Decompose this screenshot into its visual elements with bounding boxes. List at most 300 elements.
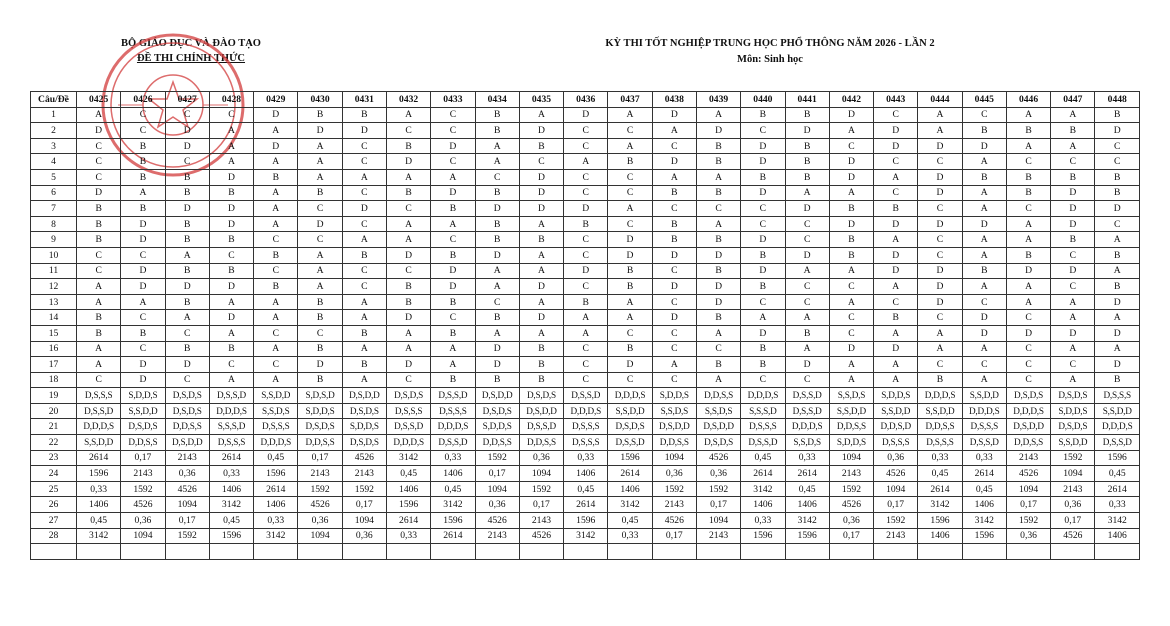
exam-code-header: 0445 [962, 92, 1006, 108]
answer-cell: C [564, 123, 608, 139]
table-row [31, 154, 1140, 170]
answer-cell: D [475, 341, 519, 357]
answer-cell: D [829, 341, 873, 357]
answer-cell: 1406 [608, 481, 652, 497]
answer-cell: C [608, 216, 652, 232]
answer-cell: D,S,S,S [77, 388, 121, 404]
answer-cell: 4526 [696, 450, 740, 466]
answer-cell: C [431, 232, 475, 248]
answer-cell: D [918, 169, 962, 185]
answer-cell: 0,36 [696, 466, 740, 482]
answer-cell: C [431, 123, 475, 139]
answer-cell: B [431, 294, 475, 310]
answer-cell: B [652, 232, 696, 248]
answer-cell: D,D,D,S [918, 388, 962, 404]
answer-cell: 0,36 [652, 466, 696, 482]
answer-cell: C [608, 123, 652, 139]
table-row [31, 185, 1140, 201]
answer-cell: B [298, 185, 342, 201]
answer-cell: D [874, 247, 918, 263]
answer-cell: 0,33 [741, 513, 785, 529]
answer-cell: S,S,D,D [77, 435, 121, 451]
answer-cell: 0,17 [1051, 513, 1095, 529]
table-row [31, 216, 1140, 232]
answer-cell: B [874, 310, 918, 326]
answer-cell: 0,33 [209, 466, 253, 482]
answer-cell: A [77, 357, 121, 373]
answer-cell: B [342, 107, 386, 123]
answer-cell: D,S,D,D [342, 388, 386, 404]
answer-cell: C [652, 372, 696, 388]
table-row [31, 481, 1140, 497]
answer-cell: A [874, 325, 918, 341]
answer-cell: 1596 [608, 450, 652, 466]
answer-cell: C [1006, 310, 1050, 326]
answer-cell: 3142 [1095, 513, 1140, 529]
answer-cell: 4526 [1006, 466, 1050, 482]
table-row [31, 247, 1140, 263]
answer-cell: C [829, 138, 873, 154]
answer-cell: 0,36 [165, 466, 209, 482]
answer-cell: A [962, 154, 1006, 170]
answer-cell: C [121, 341, 165, 357]
answer-cell: B [298, 310, 342, 326]
answer-cell: A [874, 169, 918, 185]
answer-cell: C [342, 279, 386, 295]
answer-cell: D,D,S,S [475, 435, 519, 451]
answer-cell: S,D,D,S [829, 435, 873, 451]
answer-cell: D [829, 169, 873, 185]
answer-cell: D [475, 247, 519, 263]
answer-cell: A [431, 357, 475, 373]
answer-cell: D [165, 201, 209, 217]
question-number: 20 [31, 403, 77, 419]
answer-cell: A [962, 279, 1006, 295]
answer-cell: C [254, 232, 298, 248]
answer-cell: D,D,D,S [785, 419, 829, 435]
empty-row [31, 544, 1140, 560]
table-row [31, 294, 1140, 310]
answer-cell: 3142 [431, 497, 475, 513]
answer-cell: C [1095, 154, 1140, 170]
answer-cell: 4526 [519, 528, 563, 544]
answer-cell: B [386, 185, 430, 201]
answer-cell: B [165, 341, 209, 357]
answer-cell: B [121, 154, 165, 170]
answer-cell: A [564, 310, 608, 326]
answer-cell: 0,17 [475, 466, 519, 482]
answer-cell: A [874, 372, 918, 388]
answer-cell: C [918, 232, 962, 248]
answer-cell: A [165, 247, 209, 263]
answer-cell: 0,36 [298, 513, 342, 529]
answer-cell: 1094 [165, 497, 209, 513]
answer-cell: D [165, 357, 209, 373]
answer-cell: C [431, 154, 475, 170]
answer-cell: C [874, 185, 918, 201]
answer-cell: 1406 [741, 497, 785, 513]
answer-cell: A [1051, 294, 1095, 310]
answer-cell: B [77, 201, 121, 217]
answer-cell: C [1051, 279, 1095, 295]
answer-cell: B [431, 325, 475, 341]
answer-cell: D,S,S,S [564, 419, 608, 435]
empty-cell [918, 544, 962, 560]
answer-cell: S,S,D,D [254, 388, 298, 404]
answer-cell: B [741, 169, 785, 185]
answer-cell: A [696, 372, 740, 388]
answer-cell: A [254, 294, 298, 310]
answer-cell: D [209, 216, 253, 232]
answer-cell: B [1095, 279, 1140, 295]
answer-cell: D [918, 216, 962, 232]
ministry-header [96, 36, 286, 66]
empty-cell [31, 544, 77, 560]
answer-cell: D,S,D,D [165, 435, 209, 451]
answer-cell: C [77, 247, 121, 263]
answer-cell: D [785, 123, 829, 139]
answer-cell: B [741, 247, 785, 263]
answer-cell: C [785, 216, 829, 232]
exam-code-header: 0441 [785, 92, 829, 108]
answer-cell: D,S,S,D [431, 435, 475, 451]
answer-cell: D [77, 185, 121, 201]
answer-cell: D [785, 247, 829, 263]
answer-cell: A [608, 310, 652, 326]
empty-cell [209, 544, 253, 560]
answer-cell: A [298, 138, 342, 154]
answer-cell: D [696, 279, 740, 295]
answer-cell: D [386, 310, 430, 326]
empty-cell [431, 544, 475, 560]
answer-cell: B [785, 169, 829, 185]
question-number: 19 [31, 388, 77, 404]
answer-cell: B [608, 263, 652, 279]
answer-cell: 0,45 [608, 513, 652, 529]
answer-cell: D [519, 201, 563, 217]
answer-cell: C [209, 107, 253, 123]
answer-cell: B [165, 185, 209, 201]
answer-cell: S,D,D,S [1051, 403, 1095, 419]
question-number: 14 [31, 310, 77, 326]
empty-cell [652, 544, 696, 560]
answer-cell: D,D,D,S [1095, 419, 1140, 435]
answer-cell: B [431, 372, 475, 388]
answer-cell: C [652, 341, 696, 357]
answer-cell: 0,17 [165, 513, 209, 529]
answer-cell: B [386, 294, 430, 310]
answer-cell: 1596 [564, 513, 608, 529]
answer-cell: B [254, 247, 298, 263]
answer-cell: C [519, 154, 563, 170]
question-number: 17 [31, 357, 77, 373]
answer-cell: S,D,D,S [121, 388, 165, 404]
answer-cell: A [608, 294, 652, 310]
answer-cell: S,D,D,S [298, 403, 342, 419]
answer-cell: D [918, 294, 962, 310]
table-row [31, 419, 1140, 435]
exam-subject: Môn: Sinh học [737, 54, 803, 65]
answer-cell: A [962, 372, 1006, 388]
answer-cell: C [829, 310, 873, 326]
answer-cell: D,S,S,S [209, 435, 253, 451]
answer-cell: D,S,D,S [1051, 419, 1095, 435]
table-row [31, 372, 1140, 388]
answer-cell: D,S,D,S [1051, 388, 1095, 404]
answer-cell: C [962, 294, 1006, 310]
answer-cell: 1406 [77, 497, 121, 513]
answer-cell: B [696, 185, 740, 201]
table-row [31, 403, 1140, 419]
answer-cell: A [829, 185, 873, 201]
answer-cell: B [165, 169, 209, 185]
empty-cell [254, 544, 298, 560]
answer-cell: B [1095, 185, 1140, 201]
answer-cell: S,D,D,S [342, 419, 386, 435]
table-row [31, 450, 1140, 466]
answer-cell: C [121, 247, 165, 263]
answer-cell: A [254, 201, 298, 217]
answer-cell: 2614 [608, 466, 652, 482]
table-row [31, 169, 1140, 185]
answer-cell: B [1095, 247, 1140, 263]
answer-cell: D,S,D,D [1006, 419, 1050, 435]
answer-cell: B [741, 107, 785, 123]
answer-cell: D [652, 310, 696, 326]
answer-cell: D,S,D,S [298, 419, 342, 435]
answer-cell: A [1051, 107, 1095, 123]
answer-cell: D [696, 294, 740, 310]
answer-cell: A [209, 372, 253, 388]
answer-cell: C [298, 325, 342, 341]
answer-cell: C [874, 154, 918, 170]
empty-cell [696, 544, 740, 560]
answer-cell: D,S,S,D [209, 388, 253, 404]
answer-cell: C [1095, 138, 1140, 154]
empty-cell [165, 544, 209, 560]
exam-code-header: 0435 [519, 92, 563, 108]
answer-cell: D [254, 107, 298, 123]
question-number: 4 [31, 154, 77, 170]
answer-cell: 0,17 [1006, 497, 1050, 513]
answer-cell: C [77, 263, 121, 279]
question-number: 27 [31, 513, 77, 529]
exam-header [560, 36, 980, 68]
answer-cell: C [77, 154, 121, 170]
official-exam-label: ĐỀ THI CHÍNH THỨC [136, 53, 246, 64]
answer-cell: 2143 [829, 466, 873, 482]
answer-cell: 2614 [77, 450, 121, 466]
answer-cell: 1592 [298, 481, 342, 497]
answer-cell: B [298, 341, 342, 357]
answer-cell: C [475, 169, 519, 185]
answer-cell: D,S,D,S [121, 419, 165, 435]
answer-cell: A [342, 169, 386, 185]
answer-cell: D [475, 357, 519, 373]
answer-cell: C [121, 123, 165, 139]
answer-cell: S,S,D,D [962, 388, 1006, 404]
answer-cell: S,S,D,D [829, 403, 873, 419]
answer-cell: D [918, 138, 962, 154]
answer-cell: A [121, 294, 165, 310]
answer-cell: C [564, 232, 608, 248]
answer-cell: D,D,D,S [962, 403, 1006, 419]
answer-cell: 0,36 [519, 450, 563, 466]
answer-cell: 4526 [475, 513, 519, 529]
answer-cell: 4526 [342, 450, 386, 466]
answer-cell: A [254, 310, 298, 326]
answer-cell: C [475, 294, 519, 310]
answer-cell: A [475, 263, 519, 279]
answer-cell: A [475, 138, 519, 154]
answer-cell: 1094 [342, 513, 386, 529]
exam-code-header: 0432 [386, 92, 430, 108]
answer-cell: D [962, 325, 1006, 341]
answer-cell: 1406 [918, 528, 962, 544]
answer-cell: D [298, 123, 342, 139]
answer-cell: B [475, 107, 519, 123]
answer-cell: D,S,D,D [475, 388, 519, 404]
answer-cell: B [431, 247, 475, 263]
answer-cell: D [741, 185, 785, 201]
answer-cell: D,D,D,S [564, 403, 608, 419]
answer-cell: A [342, 341, 386, 357]
answer-cell: D,D,D,S [608, 388, 652, 404]
answer-cell: C [608, 185, 652, 201]
answer-cell: D,D,S,S [696, 388, 740, 404]
answer-cell: D,S,D,S [519, 388, 563, 404]
answer-cell: D [1051, 201, 1095, 217]
answer-cell: D [1051, 325, 1095, 341]
answer-cell: A [874, 357, 918, 373]
answer-cell: A [209, 325, 253, 341]
empty-cell [386, 544, 430, 560]
answer-cell: B [298, 294, 342, 310]
answer-cell: B [77, 325, 121, 341]
answer-cell: D [741, 232, 785, 248]
question-number: 25 [31, 481, 77, 497]
answer-cell: 2143 [874, 528, 918, 544]
answer-cell: 0,33 [431, 450, 475, 466]
answer-cell: 0,17 [121, 450, 165, 466]
answer-cell: C [342, 138, 386, 154]
answer-cell: D [829, 154, 873, 170]
answer-cell: D [209, 169, 253, 185]
answer-cell: D [829, 107, 873, 123]
answer-cell: D,D,S,S [298, 435, 342, 451]
answer-cell: 1596 [386, 497, 430, 513]
table-row [31, 357, 1140, 373]
answer-cell: 1406 [431, 466, 475, 482]
answer-cell: S,S,S,D [741, 403, 785, 419]
answer-cell: D [785, 357, 829, 373]
answer-cell: D,D,S,S [165, 419, 209, 435]
answer-cell: 2143 [165, 450, 209, 466]
answer-cell: 0,45 [785, 481, 829, 497]
answer-cell: C [608, 372, 652, 388]
answer-cell: D [1095, 325, 1140, 341]
answer-cell: 3142 [209, 497, 253, 513]
answer-cell: C [254, 357, 298, 373]
answer-cell: 1592 [519, 481, 563, 497]
answer-cell: D [519, 279, 563, 295]
answer-cell: D,D,D,S [209, 403, 253, 419]
answer-cell: C [209, 247, 253, 263]
answer-cell: A [918, 325, 962, 341]
answer-cell: C [298, 201, 342, 217]
answer-cell: 0,17 [874, 497, 918, 513]
answer-cell: D,S,D,D [519, 403, 563, 419]
answer-cell: 1592 [165, 528, 209, 544]
answer-cell: A [298, 279, 342, 295]
answer-cell: D [1051, 216, 1095, 232]
exam-code-header: 0437 [608, 92, 652, 108]
answer-cell: A [652, 123, 696, 139]
question-number: 11 [31, 263, 77, 279]
answer-cell: B [829, 247, 873, 263]
answer-cell: D [254, 138, 298, 154]
question-number: 13 [31, 294, 77, 310]
answer-cell: A [1095, 341, 1140, 357]
answer-cell: D [431, 138, 475, 154]
answer-cell: C [165, 107, 209, 123]
answer-cell: D,S,D,S [342, 435, 386, 451]
answer-cell: A [475, 279, 519, 295]
answer-cell: B [652, 216, 696, 232]
answer-cell: S,S,D,D [874, 403, 918, 419]
question-number: 21 [31, 419, 77, 435]
answer-cell: C [564, 138, 608, 154]
answer-cell: D,S,D,S [475, 403, 519, 419]
answer-cell: 0,45 [564, 481, 608, 497]
answer-cell: 0,17 [298, 450, 342, 466]
answer-cell: D,S,S,S [564, 435, 608, 451]
answer-cell: C [386, 123, 430, 139]
answer-cell: 1406 [386, 481, 430, 497]
answer-cell: C [165, 154, 209, 170]
answer-cell: A [475, 325, 519, 341]
answer-cell: A [121, 185, 165, 201]
answer-cell: C [785, 372, 829, 388]
answer-cell: 4526 [874, 466, 918, 482]
answer-cell: D [1095, 357, 1140, 373]
answer-cell: B [475, 216, 519, 232]
answer-cell: C [785, 294, 829, 310]
answer-cell: B [519, 138, 563, 154]
empty-cell [564, 544, 608, 560]
answer-cell: B [652, 185, 696, 201]
answer-cell: B [696, 154, 740, 170]
answer-cell: C [829, 279, 873, 295]
answer-cell: B [962, 263, 1006, 279]
answer-cell: A [342, 232, 386, 248]
answer-cell: A [829, 294, 873, 310]
answer-cell: B [608, 279, 652, 295]
exam-code-header: 0429 [254, 92, 298, 108]
answer-cell: B [741, 279, 785, 295]
answer-cell: A [1095, 232, 1140, 248]
answer-cell: B [77, 232, 121, 248]
answer-cell: 0,45 [77, 513, 121, 529]
answer-cell: A [696, 325, 740, 341]
answer-cell: C [918, 310, 962, 326]
answer-cell: 1094 [874, 481, 918, 497]
question-number: 5 [31, 169, 77, 185]
answer-cell: 4526 [165, 481, 209, 497]
exam-code-header: 0427 [165, 92, 209, 108]
answer-cell: D [386, 154, 430, 170]
answer-cell: D,S,S,D [431, 388, 475, 404]
